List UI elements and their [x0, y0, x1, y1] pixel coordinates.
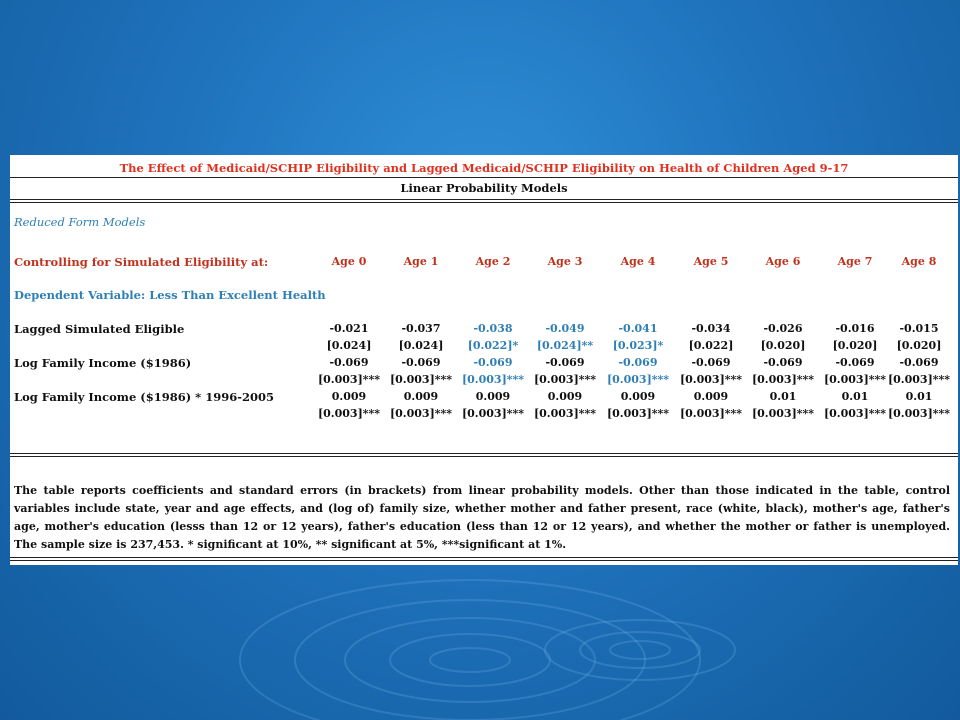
- age-header-row: [10, 255, 958, 271]
- standard-error-cell: [0.003]***: [317, 373, 381, 386]
- standard-error-cell: [0.003]***: [533, 373, 597, 386]
- coefficient-cell: 0.01: [905, 390, 933, 403]
- standard-error-cell: [0.024]**: [536, 339, 594, 352]
- coefficient-cell: -0.038: [473, 322, 513, 335]
- dependent-variable-label: Dependent Variable: Less Than Excellent Health: [14, 288, 326, 302]
- coefficient-cell: -0.069: [329, 356, 369, 369]
- standard-error-cell: [0.003]***: [679, 373, 743, 386]
- coefficient-cell: 0.01: [769, 390, 797, 403]
- coefficient-cell: -0.049: [545, 322, 585, 335]
- section-label: Reduced Form Models: [14, 215, 146, 229]
- standard-error-cell: [0.003]***: [751, 373, 815, 386]
- standard-error-cell: [0.003]***: [679, 407, 743, 420]
- coefficient-cell: 0.01: [841, 390, 869, 403]
- standard-error-cell: [0.024]: [326, 339, 372, 352]
- coefficient-cell: -0.069: [473, 356, 513, 369]
- coefficient-cell: -0.069: [691, 356, 731, 369]
- coefficient-cell: -0.015: [899, 322, 939, 335]
- coefficient-cell: -0.069: [835, 356, 875, 369]
- age-header: Age 0: [331, 255, 367, 268]
- coefficient-cell: -0.069: [763, 356, 803, 369]
- control-label: Controlling for Simulated Eligibility at:: [14, 255, 269, 269]
- standard-error-cell: [0.003]***: [533, 407, 597, 420]
- standard-error-cell: [0.003]***: [887, 373, 951, 386]
- coefficient-cell: -0.026: [763, 322, 803, 335]
- age-header: Age 3: [547, 255, 583, 268]
- table-subtitle: Linear Probability Models: [400, 181, 568, 195]
- standard-error-cell: [0.020]: [760, 339, 806, 352]
- coefficient-cell: -0.069: [618, 356, 658, 369]
- age-header: Age 4: [620, 255, 656, 268]
- row-label: Log Family Income ($1986) * 1996-2005: [14, 390, 274, 404]
- coefficient-cell: -0.037: [401, 322, 441, 335]
- standard-error-cell: [0.003]***: [389, 373, 453, 386]
- coefficient-cell: -0.069: [401, 356, 441, 369]
- standard-error-cell: [0.003]***: [606, 407, 670, 420]
- standard-error-cell: [0.003]***: [317, 407, 381, 420]
- table-title: The Effect of Medicaid/SCHIP Eligibility and Lagged Medicaid/SCHIP Eligibility on Health of Children Aged 9-17: [119, 161, 849, 175]
- row-label: Lagged Simulated Eligible: [14, 322, 185, 336]
- coefficient-cell: 0.009: [331, 390, 367, 403]
- header-double-rule: [10, 199, 958, 203]
- standard-error-cell: [0.003]***: [823, 373, 887, 386]
- age-header: Age 5: [693, 255, 729, 268]
- standard-error-cell: [0.022]: [688, 339, 734, 352]
- bottom-double-rule: [10, 557, 958, 561]
- age-header: Age 1: [403, 255, 439, 268]
- standard-error-cell: [0.003]***: [389, 407, 453, 420]
- standard-error-cell: [0.003]***: [823, 407, 887, 420]
- standard-error-cell: [0.022]*: [467, 339, 519, 352]
- coefficient-cell: -0.034: [691, 322, 731, 335]
- coefficient-cell: -0.069: [545, 356, 585, 369]
- footer-double-rule: [10, 453, 958, 457]
- age-header: Age 6: [765, 255, 801, 268]
- standard-error-cell: [0.020]: [832, 339, 878, 352]
- standard-error-cell: [0.003]***: [461, 407, 525, 420]
- regression-table-panel: [10, 155, 958, 565]
- coefficient-cell: 0.009: [475, 390, 511, 403]
- coefficient-cell: -0.041: [618, 322, 658, 335]
- coefficient-cell: 0.009: [403, 390, 439, 403]
- standard-error-cell: [0.003]***: [887, 407, 951, 420]
- age-header: Age 7: [837, 255, 873, 268]
- standard-error-cell: [0.020]: [896, 339, 942, 352]
- coefficient-cell: 0.009: [693, 390, 729, 403]
- coefficient-cell: 0.009: [620, 390, 656, 403]
- standard-error-cell: [0.024]: [398, 339, 444, 352]
- standard-error-cell: [0.003]***: [461, 373, 525, 386]
- age-header: Age 2: [475, 255, 511, 268]
- coefficient-cell: -0.021: [329, 322, 369, 335]
- row-label: Log Family Income ($1986): [14, 356, 192, 370]
- standard-error-cell: [0.003]***: [606, 373, 670, 386]
- table-footnote: The table reports coefficients and standard errors (in brackets) from linear probability models. Other than those indicated in the table, control variables include state, year and age effects, and (log of) family size, whether mother and father present, race (white, black), mother's age, father's age, mother's education (lesss than 12 or 12 years), father's education (less than 12 or 12 years), and whether the mother or father is unemployed. The sample size is 237,453. * significant at 10%, ** significant at 5%, ***significant at 1%.: [14, 484, 950, 551]
- coefficient-cell: -0.016: [835, 322, 875, 335]
- coefficient-cell: 0.009: [547, 390, 583, 403]
- age-header: Age 8: [901, 255, 937, 268]
- title-divider: [10, 177, 958, 178]
- standard-error-cell: [0.023]*: [612, 339, 664, 352]
- coefficient-cell: -0.069: [899, 356, 939, 369]
- standard-error-cell: [0.003]***: [751, 407, 815, 420]
